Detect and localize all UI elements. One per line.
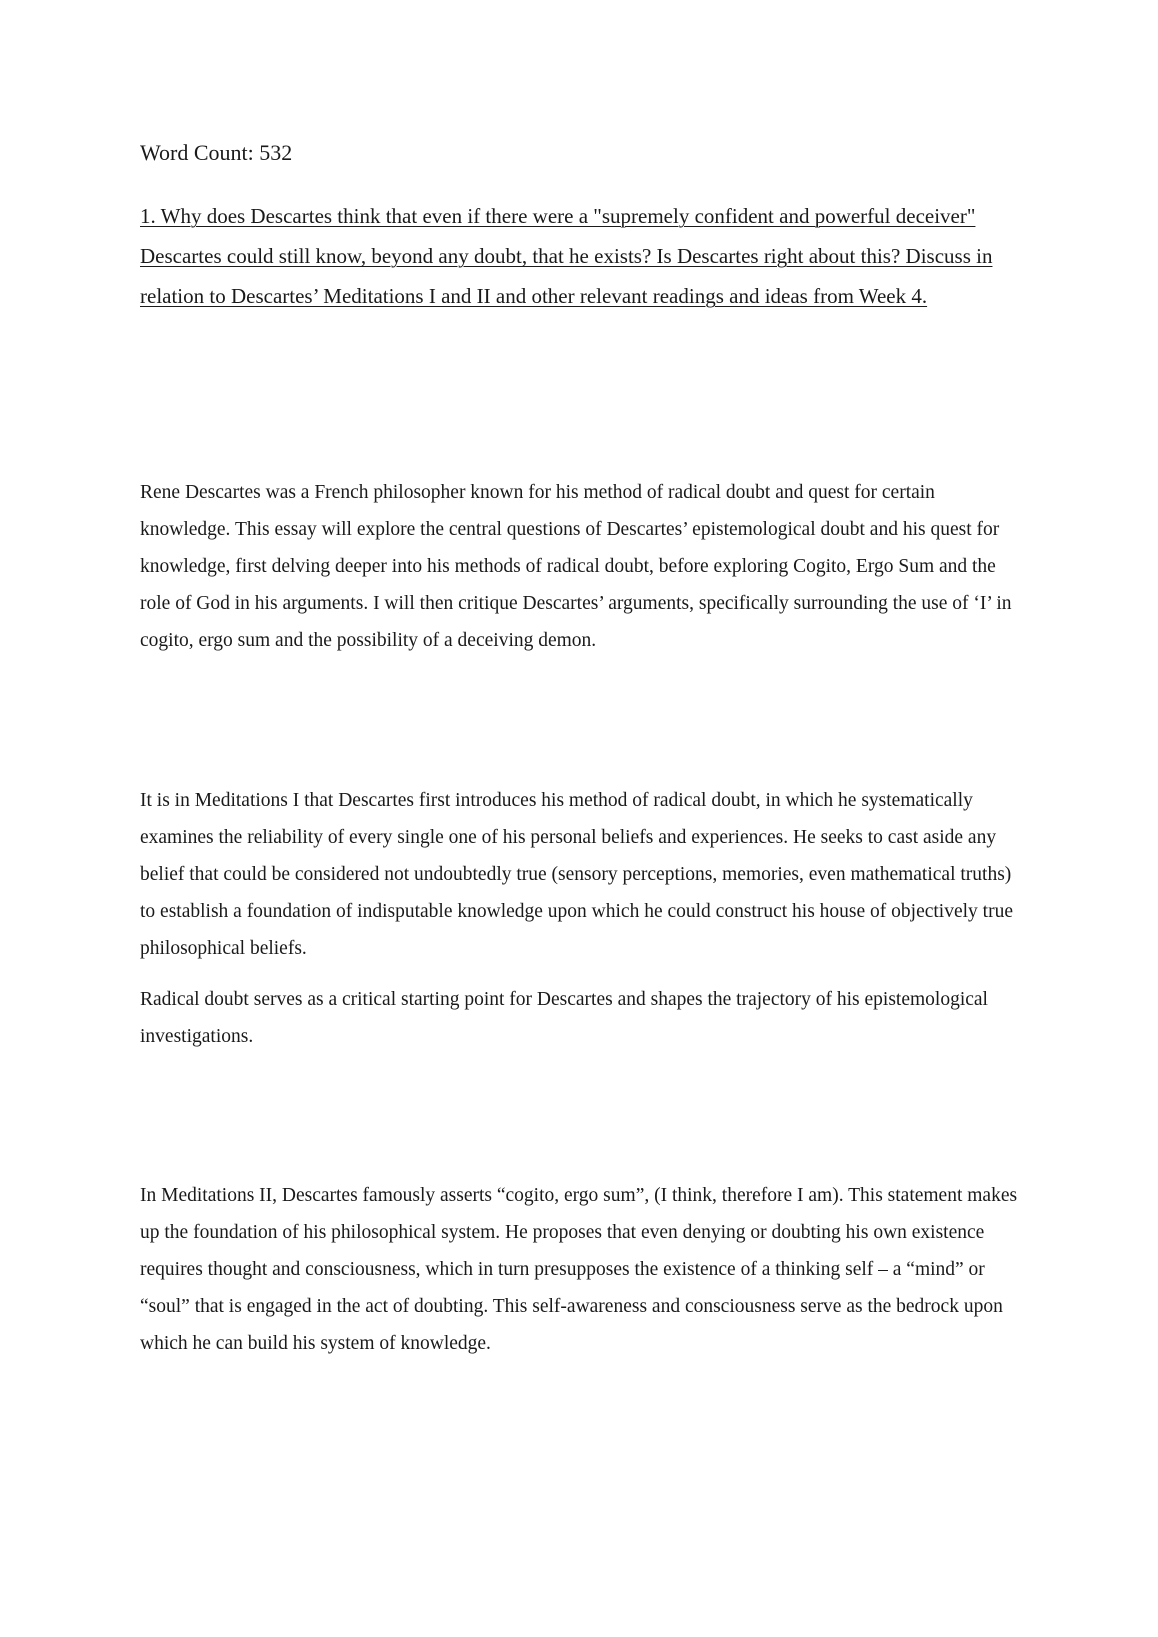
paragraph-meditations-two: In Meditations II, Descartes famously asserts “cogito, ergo sum”, (I think, therefore I am). This statement makes up the foundation of his philosophical system. He proposes that even denying or doubting his own existence requires thought and consciousness, which in turn presupposes the existence of a thinking self – a “mind” or “soul” that is engaged in the act of doubting. This self-awareness and consciousness serve as the bedrock upon which he can build his system of knowledge. <box>140 1185 1018 1354</box>
paragraph-meditations-one: It is in Meditations I that Descartes first introduces his method of radical doubt, in which he systematically examines the reliability of every single one of his personal beliefs and experiences. He seeks to cast aside any belief that could be considered not undoubtedly true (sensory perceptions, memories, even mathematical truths) to establish a foundation of indisputable knowledge upon which he could construct his house of objectively true philosophical beliefs. <box>140 790 1013 959</box>
essay-question: 1. Why does Descartes think that even if there were a "supremely confident and powerful deceiver" Descartes could still know, beyond any doubt, that he exists? Is Descartes right about this? Discuss in relation to Descartes’ Meditations I and II and other relevant readings and ideas from Week 4. <box>140 204 993 308</box>
paragraph-introduction: Rene Descartes was a French philosopher known for his method of radical doubt and quest for certain knowledge. This essay will explore the central questions of Descartes’ epistemological doubt and his quest for knowledge, first delving deeper into his methods of radical doubt, before exploring Cogito, Ergo Sum and the role of God in his arguments. I will then critique Descartes’ arguments, specifically surrounding the use of ‘I’ in cogito, ergo sum and the possibility of a deceiving demon. <box>140 482 1012 651</box>
paragraph-radical-doubt: Radical doubt serves as a critical starting point for Descartes and shapes the trajectory of his epistemological investigations. <box>140 989 988 1047</box>
word-count: Word Count: 532 <box>140 140 293 165</box>
